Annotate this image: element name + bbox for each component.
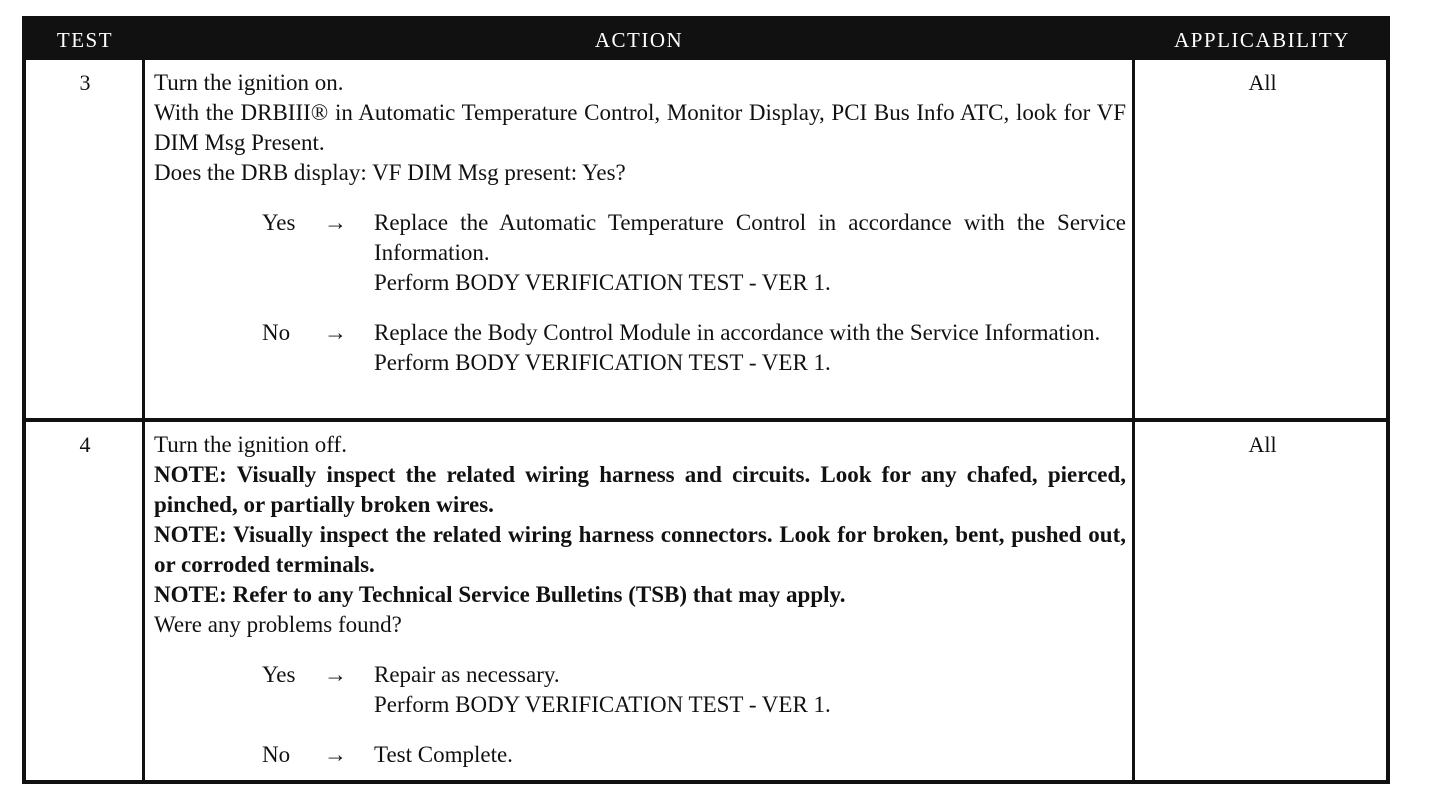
arrow-right-icon: → [324, 742, 347, 767]
note-text: NOTE: Visually inspect the related wiring harness connectors. Look for broken, bent, pushed out, or corroded terminals. [154, 522, 1126, 577]
branch-text [374, 318, 1126, 378]
action-question: Does the DRB display: VF DIM Msg present: Yes? [154, 160, 626, 185]
branch-list [154, 660, 1126, 770]
applicability-value: All [1248, 70, 1277, 95]
branch-yes [154, 208, 1126, 298]
arrow-right-icon: → [324, 662, 347, 687]
note-text: NOTE: Visually inspect the related wiring harness and circuits. Look for any chafed, pierced, pinched, or partially broken wires. [154, 462, 1126, 517]
branch-text [374, 740, 1126, 770]
table-header [26, 20, 1386, 60]
action-cell [154, 430, 1126, 790]
test-table [22, 16, 1390, 784]
table-row [26, 418, 1386, 780]
column-divider [1132, 60, 1135, 418]
branch-instruction: Replace the Body Control Module in accordance with the Service Information. [374, 320, 1101, 345]
column-divider [142, 422, 145, 780]
action-question: Were any problems found? [154, 612, 402, 637]
branch-label: No [262, 320, 291, 345]
branch-label: No [262, 742, 291, 767]
branch-no [154, 318, 1126, 378]
branch-label: Yes [262, 210, 296, 235]
action-step: Turn the ignition on. [154, 70, 344, 95]
action-cell [154, 68, 1126, 398]
branch-text [374, 208, 1126, 298]
note-text: NOTE: Refer to any Technical Service Bulletins (TSB) that may apply. [154, 582, 846, 607]
branch-instruction: Test Complete. [374, 742, 513, 767]
arrow-right-icon: → [324, 210, 347, 235]
branch-label: Yes [262, 662, 296, 687]
action-step: With the DRBIII® in Automatic Temperature Control, Monitor Display, PCI Bus Info ATC, look for VF DIM Msg Present. [154, 100, 1126, 155]
test-number: 3 [79, 70, 91, 95]
branch-instruction: Perform BODY VERIFICATION TEST - VER 1. [374, 692, 831, 717]
branch-yes [154, 660, 1126, 720]
test-number: 4 [79, 432, 91, 457]
column-divider [142, 60, 145, 418]
branch-no [154, 740, 1126, 770]
applicability-value: All [1248, 432, 1277, 457]
header-action: ACTION [594, 28, 684, 52]
arrow-right-icon: → [324, 320, 347, 345]
branch-instruction: Perform BODY VERIFICATION TEST - VER 1. [374, 350, 831, 375]
header-test: TEST [56, 28, 114, 52]
branch-text [374, 660, 1126, 720]
column-divider [1132, 422, 1135, 780]
branch-instruction: Repair as necessary. [374, 662, 560, 687]
action-step: Turn the ignition off. [154, 432, 347, 457]
branch-instruction: Perform BODY VERIFICATION TEST - VER 1. [374, 270, 831, 295]
branch-list [154, 208, 1126, 378]
header-applicability: APPLICABILITY [1174, 28, 1350, 52]
table-row [26, 60, 1386, 418]
branch-instruction: Replace the Automatic Temperature Control in accordance with the Service Information. [374, 210, 1126, 265]
